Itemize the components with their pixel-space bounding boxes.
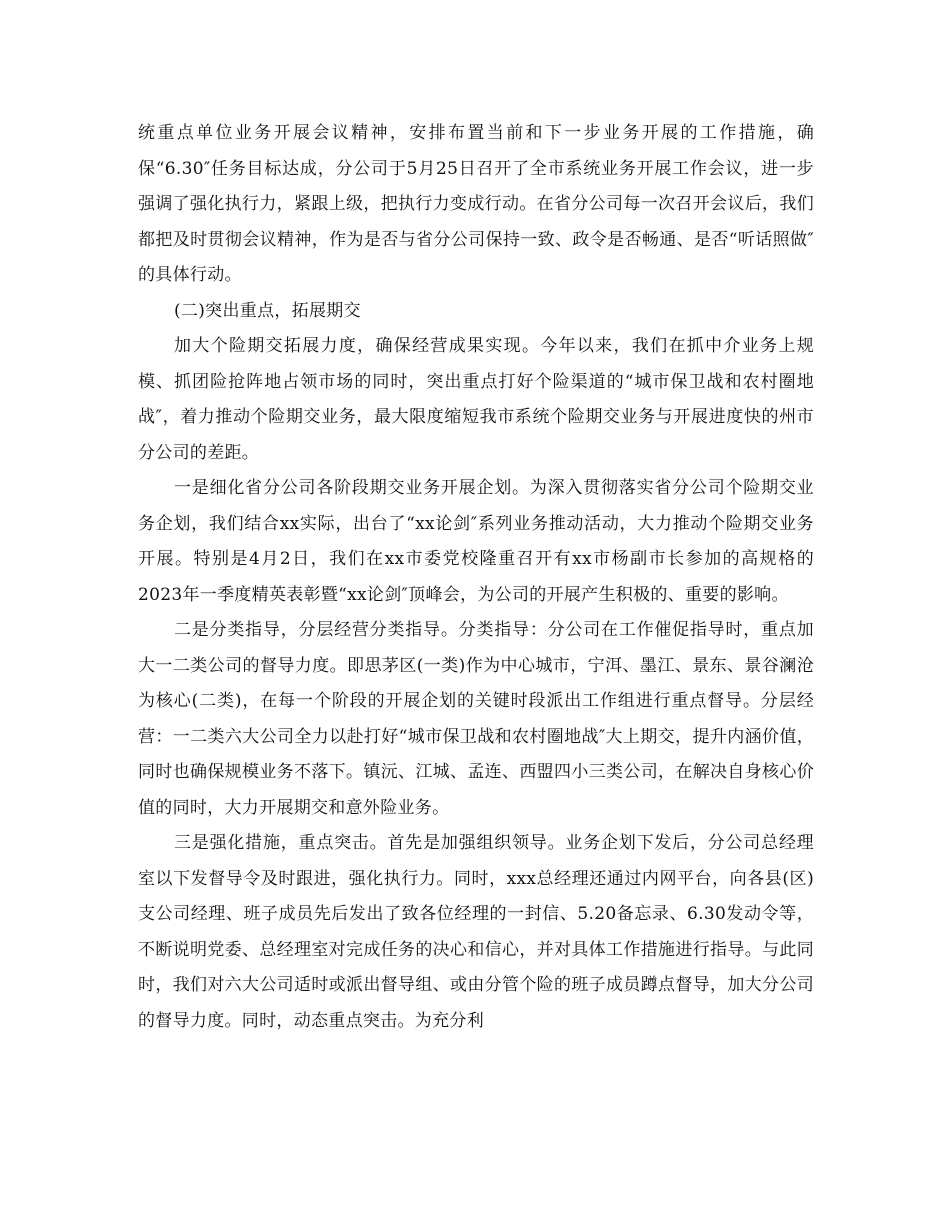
paragraph-point-two: 二是分类指导，分层经营分类指导。分类指导：分公司在工作催促指导时，重点加大一二类公司的督导力度。即思茅区(一类)作为中心城市，宁洱、墨江、景东、景谷澜沧为核心(二类)，在每一个阶段的开展企划的关键时段派出工作组进行重点督导。分层经营：一二类六大公司全力以赴打好“城市保卫战和农村圈地战″大上期交，提升内涵价值，同时也确保规模业务不落下。镇沅、江城、孟连、西盟四小三类公司，在解决自身核心价值的同时，大力开展期交和意外险业务。 bbox=[138, 620, 814, 818]
paragraph-point-three: 三是强化措施，重点突击。首先是加强组织领导。业务企划下发后，分公司总经理室以下发督导令及时跟进，强化执行力。同时，xxx总经理还通过内网平台，向各县(区)支公司经理、班子成员先后发出了致各位经理的一封信、5.20备忘录、6.30发动令等，不断说明党委、总经理室对完成任务的决心和信心，并对具体工作措施进行指导。与此同时，我们对六大公司适时或派出督导组、或由分管个险的班子成员蹲点督导，加大分公司的督导力度。同时，动态重点突击。为充分利 bbox=[138, 833, 814, 1031]
paragraph-continuation: 统重点单位业务开展会议精神，安排布置当前和下一步业务开展的工作措施，确保“6.30″任务目标达成，分公司于5月25日召开了全市系统业务开展工作会议，进一步强调了强化执行力，紧跟上级，把执行力变成行动。在省分公司每一次召开会议后，我们都把及时贯彻会议精神，作为是否与省分公司保持一致、政令是否畅通、是否“听话照做″的具体行动。 bbox=[138, 123, 814, 285]
section-heading: (二)突出重点，拓展期交 bbox=[174, 300, 361, 321]
document-body bbox=[138, 116, 814, 1039]
paragraph-expand-term-payment: 加大个险期交拓展力度，确保经营成果实现。今年以来，我们在抓中介业务上规模、抓团险抢阵地占领市场的同时，突出重点打好个险渠道的“城市保卫战和农村圈地战″，着力推动个险期交业务，最大限度缩短我市系统个险期交业务与开展进度快的州市分公司的差距。 bbox=[138, 336, 814, 463]
paragraph-point-one: 一是细化省分公司各阶段期交业务开展企划。为深入贯彻落实省分公司个险期交业务企划，我们结合xx实际，出台了“xx论剑″系列业务推动活动，大力推动个险期交业务开展。特别是4月2日，我们在xx市委党校隆重召开有xx市杨副市长参加的高规格的2023年一季度精英表彰暨“xx论剑″顶峰会，为公司的开展产生积极的、重要的影响。 bbox=[138, 478, 814, 605]
